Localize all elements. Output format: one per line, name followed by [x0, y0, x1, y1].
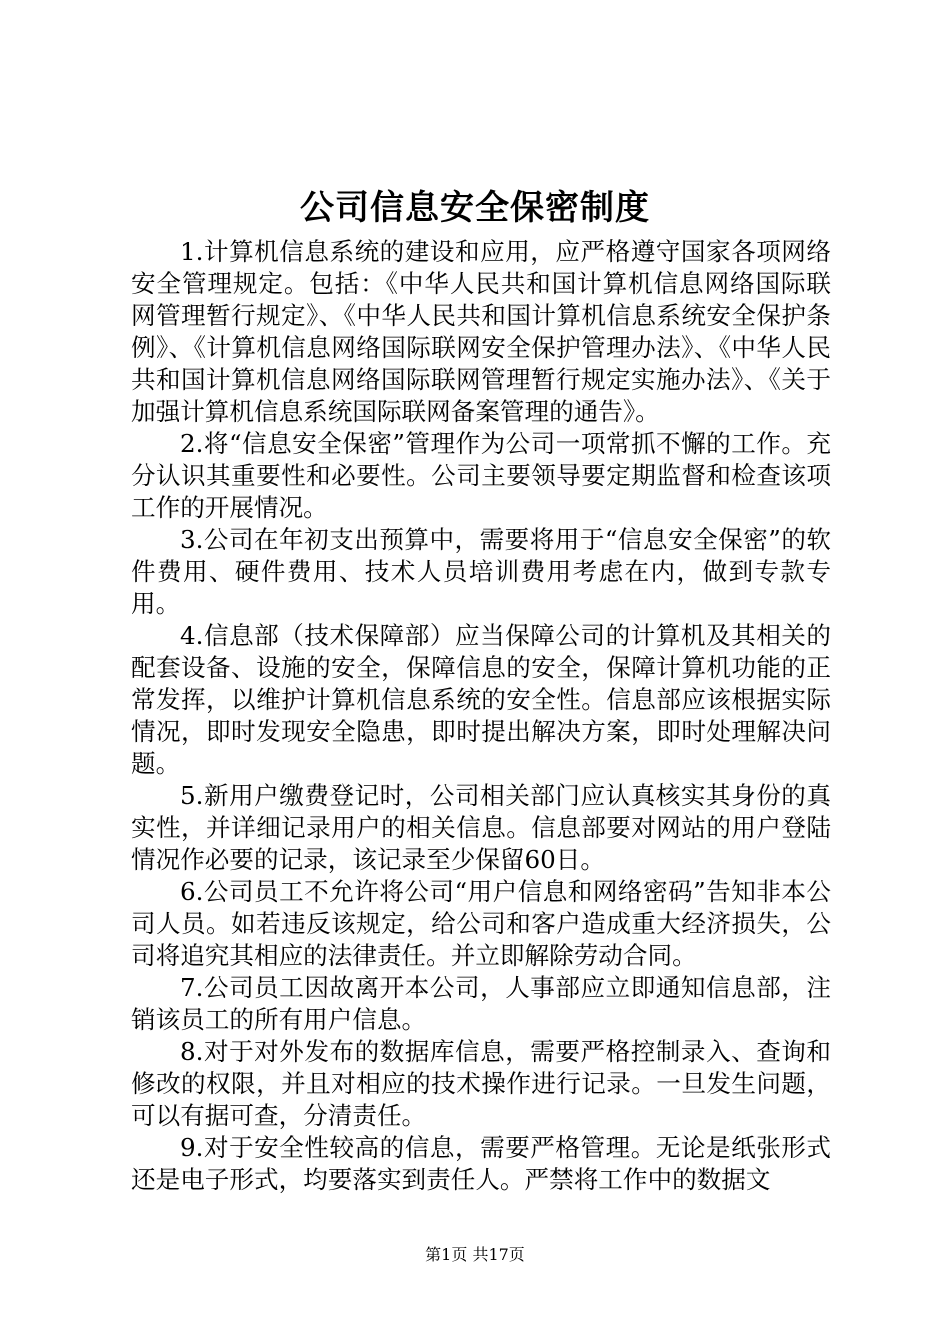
paragraph-4: 4.信息部（技术保障部）应当保障公司的计算机及其相关的配套设备、设施的安全，保障信息的安全，保障计算机功能的正常发挥，以维护计算机信息系统的安全性。信息部应该根据实际情况，即时发现安全隐患，即时提出解决方案，即时处理解决问题。 [131, 621, 831, 778]
paragraph-3: 3.公司在年初支出预算中，需要将用于“信息安全保密”的软件费用、硬件费用、技术人员培训费用考虑在内，做到专款专用。 [131, 525, 831, 618]
page-title: 公司信息安全保密制度 [300, 188, 650, 228]
paragraph-5: 5.新用户缴费登记时，公司相关部门应认真核实其身份的真实性，并详细记录用户的相关信息。信息部要对网站的用户登陆情况作必要的记录，该记录至少保留60日。 [131, 781, 831, 874]
paragraph-6: 6.公司员工不允许将公司“用户信息和网络密码”告知非本公司人员。如若违反该规定，给公司和客户造成重大经济损失，公司将追究其相应的法律责任。并立即解除劳动合同。 [131, 877, 831, 970]
paragraph-9: 9.对于安全性较高的信息，需要严格管理。无论是纸张形式还是电子形式，均要落实到责任人。严禁将工作中的数据文 [131, 1133, 831, 1194]
paragraph-7: 7.公司员工因故离开本公司，人事部应立即通知信息部，注销该员工的所有用户信息。 [131, 973, 831, 1034]
paragraph-1: 1.计算机信息系统的建设和应用，应严格遵守国家各项网络安全管理规定。包括：《中华人民共和国计算机信息网络国际联网管理暂行规定》、《中华人民共和国计算机信息系统安全保护条例》、《计算机信息网络国际联网安全保护管理办法》、《中华人民共和国计算机信息网络国际联网管理暂行规定实施办法》、《关于加强计算机信息系统国际联网备案管理的通告》。 [131, 237, 831, 426]
document-body [131, 236, 831, 1196]
paragraph-8: 8.对于对外发布的数据库信息，需要严格控制录入、查询和修改的权限，并且对相应的技术操作进行记录。一旦发生问题，可以有据可查，分清责任。 [131, 1037, 831, 1130]
paragraph-2: 2.将“信息安全保密”管理作为公司一项常抓不懈的工作。充分认识其重要性和必要性。公司主要领导要定期监督和检查该项工作的开展情况。 [131, 429, 831, 522]
page-number-footer: 第1页 共17页 [425, 1245, 525, 1264]
